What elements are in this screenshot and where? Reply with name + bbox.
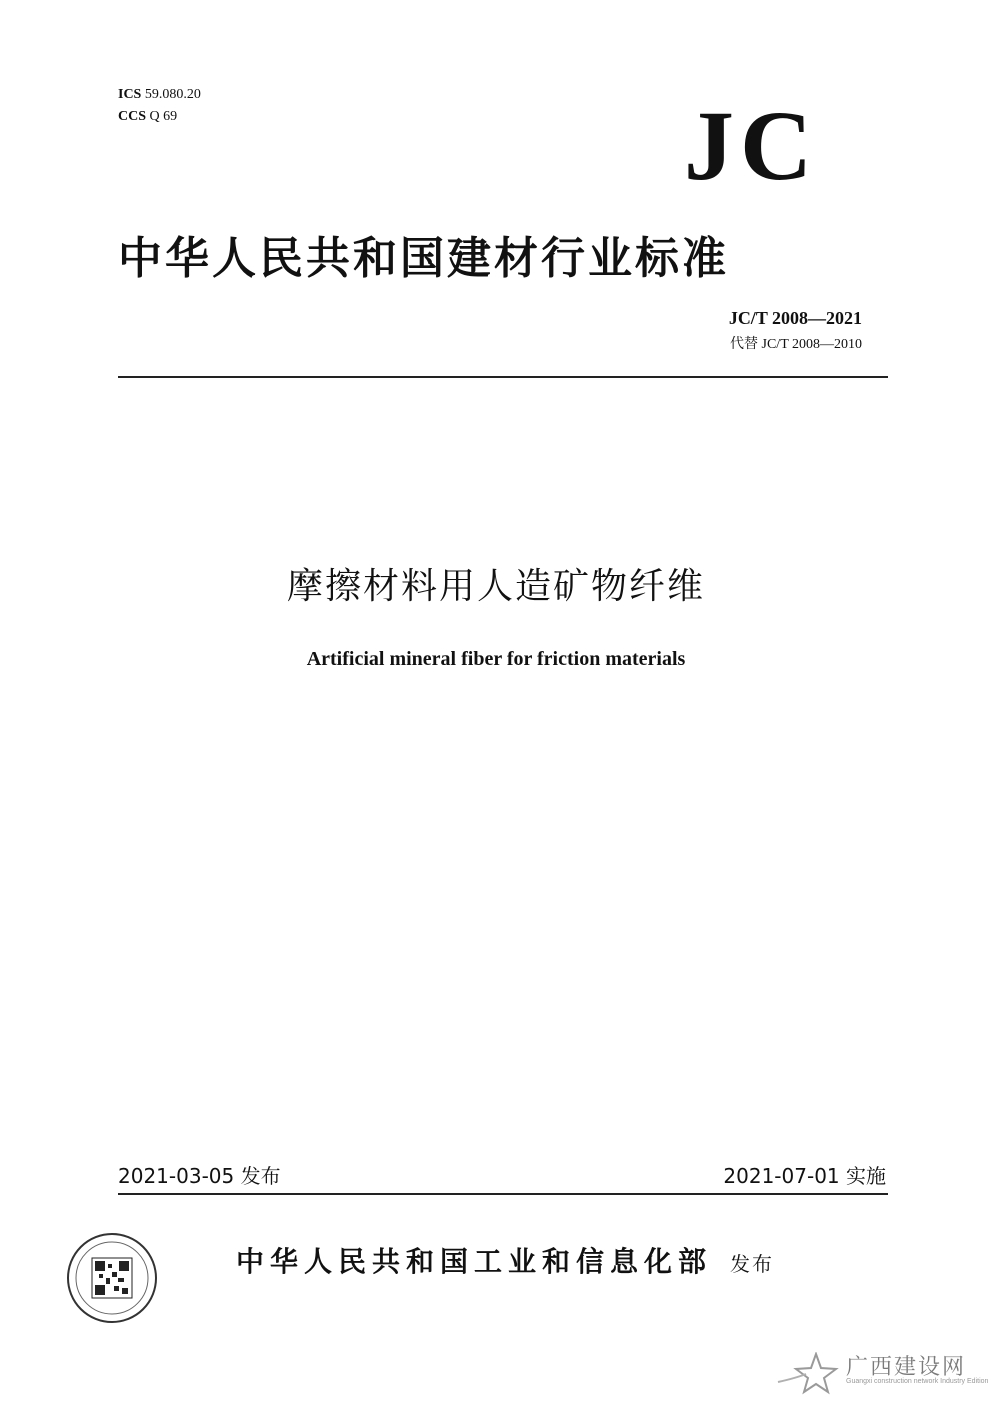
- standard-number: JC/T 2008—2021: [728, 308, 862, 328]
- document-title-cn: 摩擦材料用人造矿物纤维: [286, 566, 705, 607]
- ics-label: ICS: [118, 87, 142, 102]
- replaces-standard: 代替 JC/T 2008—2010: [730, 337, 862, 352]
- qr-seal-icon: [66, 1232, 158, 1324]
- watermark: [776, 1350, 988, 1398]
- standard-number-block: [729, 308, 862, 353]
- watermark-title: 广西建设网: [846, 1355, 967, 1380]
- ccs-line: [118, 106, 201, 128]
- ccs-value: Q 69: [149, 109, 178, 124]
- jc-logo: JC: [684, 90, 819, 201]
- industry-standard-title: 中华人民共和国建材行业标准: [118, 233, 729, 284]
- ccs-label: CCS: [118, 109, 147, 124]
- ics-value: 59.080.20: [144, 87, 201, 102]
- classification-codes: [118, 84, 201, 128]
- publisher-name: 中华人民共和国工业和信息化部: [236, 1245, 713, 1278]
- ics-line: [118, 84, 201, 106]
- watermark-subtitle: Guangxi construction network Industry Edition: [846, 1378, 989, 1385]
- star-logo-icon: [776, 1352, 840, 1396]
- document-title-en: Artificial mineral fiber for friction materials: [306, 648, 686, 670]
- publisher-line: [236, 1240, 774, 1280]
- header-divider: [118, 376, 888, 378]
- implementation-date: 2021-07-01 实施: [723, 1164, 886, 1188]
- publisher-suffix: 发布: [730, 1252, 775, 1276]
- footer-divider: [118, 1193, 888, 1195]
- issue-date: 2021-03-05 发布: [118, 1164, 281, 1188]
